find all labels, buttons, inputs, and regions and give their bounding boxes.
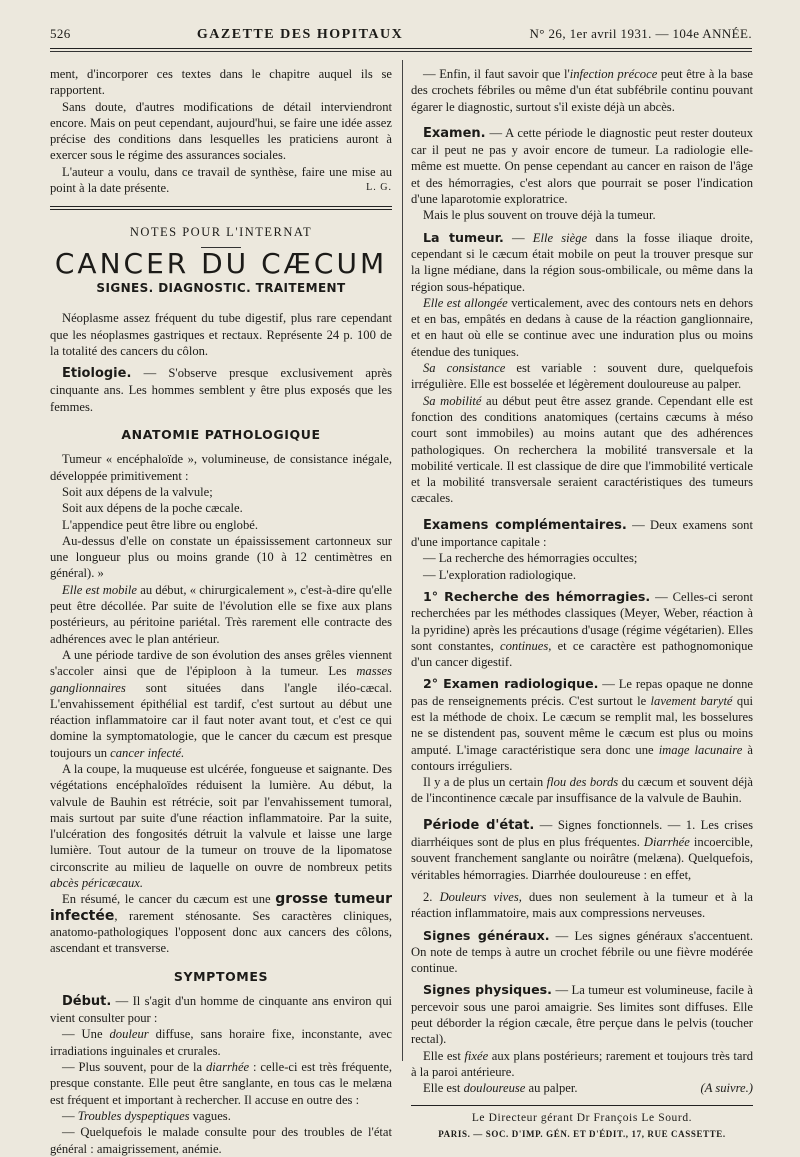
continued-note: (A suivre.) [700,1081,753,1096]
list-item: — Une douleur diffuse, sans horaire fixe, inconstante, avec irradiations inguinales et crurales. [50,1027,392,1058]
paragraph-lead: 2° Examen radiologique. [423,676,599,692]
paragraph: 1° Recherche des hémorragies. — Celles-ci seront recherchées par les méthodes classiques (Meyer, Weber, réaction à la pyridine) après les précautions d'usage (régime végétarien). Elles sont constantes, continues, et ce caractère est pathognomonique d'un cancer digestif. [411,588,753,670]
issue-info: N° 26, 1er avril 1931. — 104e ANNÉE. [529,26,752,41]
list-item: — Quelquefois le malade consulte pour des troubles de l'état général : amaigrissement, anémie. [50,1125,392,1156]
intro-paragraph: Néoplasme assez fréquent du tube digestif, plus rare cependant que les néoplasmes gastriques et rectaux. Représente 24 p. 100 de la totalité des cancers du côlon. [50,311,392,358]
left-column [50,66,392,1157]
paragraph-lead: 1° Recherche des hémorragies. [423,588,651,604]
paragraph: Elle est douloureuse au palper. (A suivre.) [423,1081,753,1096]
list-item: — Troubles dyspeptiques vagues. [62,1108,231,1123]
paragraph-lead: La tumeur. [423,229,504,245]
publisher-credit: Le Directeur gérant Dr François Le Sourd. [471,1111,693,1124]
paragraph: Au-dessus d'elle on constate un épaississement cartonneux sur une longueur plus ou moins grande (10 à 12 centimètres en général). » [50,533,392,581]
list-item: Soit aux dépens de la poche cæcale. [62,501,243,516]
paragraph: Mais le plus souvent on trouve déjà la tumeur. [423,208,656,223]
right-column [411,66,753,1142]
paragraph-lead: Signes généraux. [423,927,550,943]
paragraph: Tumeur « encéphaloïde », volumineuse, de consistance inégale, développée primitivement : [50,452,392,483]
section-heading: ANATOMIE PATHOLOGIQUE [121,427,321,443]
paragraph: Examens complémentaires. — Deux examens sont d'une importance capitale : [411,517,753,550]
paragraph: A une période tardive de son évolution des anses grêles viennent s'accoler ainsi que de l'épiploon à la tumeur. Les masses ganglionnaires sont situées dans l'angle iléo-cæcal. L'envahissement épithélial est tardif, c'est surtout au début une réaction inflammatoire car il faut noter avant tout, et c'est ce qui domine la symptomatologie, que le cancer du cæcum est presque toujours un cancer infecté. [50,647,392,760]
header-rule-thin [50,51,752,52]
article-subtitle: SIGNES. DIAGNOSTIC. TRAITEMENT [96,280,346,295]
paragraph-lead: Signes physiques. [423,982,552,998]
article-kicker: NOTES POUR L'INTERNAT [129,225,313,240]
paragraph: 2. Douleurs vives, dues non seulement à la tumeur et à la réaction inflammatoire, mais aux compressions nerveuses. [411,889,754,921]
section-divider [50,206,392,210]
paragraph: L'appendice peut être libre ou englobé. [62,517,258,532]
paragraph: L'auteur a voulu, dans ce travail de synthèse, faire une mise au point à la date présente. L. G. [50,164,392,196]
page-header [50,26,752,48]
column-divider [402,60,403,1061]
paragraph-lead: Examen. [423,125,486,141]
paragraph: En résumé, le cancer du cæcum est une grosse tumeur infectée, rarement sténosante. Ses caractères cliniques, anatomo-pathologiques l'opposent donc aux cancers des côlons, ascendant et transverse. [50,891,392,956]
paragraph: Elle est allongée verticalement, avec des contours nets en dehors et en bas, empâtés en dedans à cause de la réaction ganglionnaire, et en haut où elle se continue avec une induration plus ou moins étendue des tuniques. [411,295,753,359]
paragraph: Sa consistance est variable : souvent dure, quelquefois irrégulière. Elle est bosselée et légèrement douloureuse au palper. [411,361,753,392]
paragraph: Sa mobilité au début peut être assez grande. Cependant elle est fonction des conditions anatomiques (certains cæcums à méso court sont immobiles) au moins autant que des adhérences pathologiques. On recherchera la mobilité transversale et la mobilité verticale. Il est classique de dire que l'immobilité verticale et la mobilité transversale seraient caractéristiques des tumeurs cæcales. [411,393,753,506]
paragraph-lead: Période d'état. [423,817,535,833]
journal-title: GAZETTE DES HOPITAUX [196,27,404,42]
paragraph: La tumeur. — Elle siège dans la fosse iliaque droite, cependant si le cæcum était mobile on peut la trouver presque sur la ligne médiane, dans la région sous-ombilicale, ou même dans la région sous-hépatique. [411,229,753,294]
footer-rule [411,1105,753,1106]
printer-credit: PARIS. — SOC. D'IMP. GÉN. ET D'ÉDIT., 17, RUE CASSETTE. [438,1128,726,1139]
paragraph: Etiologie. — S'observe presque exclusivement après cinquante ans. Les hommes semblent y être plus exposés que les femmes. [50,366,392,414]
article-title: CANCER DU CÆCUM [54,246,388,280]
paragraph-lead: Examens complémentaires. [423,517,627,533]
paragraph: Signes généraux. — Les signes généraux s'accentuent. On note de temps à autre un crochet fébrile ou une fièvre modérée continue. [411,927,754,976]
paragraph: Sans doute, d'autres modifications de détail interviendront encore. Mais on peut cependant, aujourd'hui, se faire une idée assez précise des conditions dans lesquelles les praticiens auront à exercer sous le régime des assurances sociales. [50,99,392,163]
paragraph: Début. — Il s'agit d'un homme de cinquante ans environ qui vient consulter pour : [50,993,392,1026]
paragraph: Signes physiques. — La tumeur est volumineuse, facile à percevoir sous une paroi amaigrie. Ses limites sont diffuses. Elle peut déborder la région cæcale, être perçue dans le pelvis (toucher rectal). [411,982,753,1047]
list-item: — L'exploration radiologique. [423,567,577,582]
paragraph: Elle est fixée aux plans postérieurs; rarement et toujours très tard à la paroi antérieure. [411,1048,754,1079]
section-heading: SYMPTOMES [173,968,269,984]
paragraph: A la coupe, la muqueuse est ulcérée, fongueuse et saignante. Des végétations encéphaloïdes réduisent la lumière. Au début, la valvule de Bauhin est rétrécie, soit par l'envahissement tumoral, mais surtout par suite d'une réaction inflammatoire. Par la suite, l'ulcération des fongosités détruit la valvule et laisse une large lumière. Tout autour de la tumeur on trouve de la lipomatose circonscrite au milieu de laquelle on ouvre de nombreux petits abcès péricæcaux. [50,761,392,891]
paragraph: — Enfin, il faut savoir que l'infection précoce peut être à la base des crochets fébriles ou même d'un état subfébrile continu pouvant égarer le diagnostic, surtout s'il existe déjà un abcès. [411,67,753,114]
paragraph: ment, d'incorporer ces textes dans le chapitre auquel ils se rapportent. [50,67,392,98]
author-signature: L. G. [366,182,392,194]
paragraph: Il y a de plus un certain flou des bords du cæcum et souvent déjà de l'incontinence cæcale par insuffisance de la valvule de Bauhin. [411,775,753,806]
paragraph-lead: Etiologie. [62,366,132,382]
paragraph: 2° Examen radiologique. — Le repas opaque ne donne pas de renseignements précis. C'est surtout le lavement baryté qui est la méthode de choix. Le cæcum se remplit mal, les bosselures ne se distendent pas, souvent même le cæcum est plus ou moins amputé. L'image caractéristique sera donc une image lacunaire à contours irréguliers. [411,676,754,773]
paragraph-lead: Début. [62,993,112,1009]
page-number: 526 [50,26,71,41]
paragraph: Elle est mobile au début, « chirurgicalement », c'est-à-dire qu'elle peut être décollée. Par suite de l'évolution elle se fixe aux plans postérieurs, au péritoine pariétal. Très rarement elle contracte des adhérences avec le plan antérieur. [50,582,392,646]
list-item: — La recherche des hémorragies occultes; [423,551,638,566]
list-item: — Plus souvent, pour de la diarrhée : celle-ci est très fréquente, presque constante. Elle peut être sanglante, en tous cas le melæna est fréquent et important à rechercher. Il accuse en outre des : [50,1060,392,1107]
list-item: Soit aux dépens de la valvule; [62,484,213,499]
paragraph: Examen. — A cette période le diagnostic peut rester douteux car il peut ne pas y avoir encore de tumeur. La radiologie elle-même est muette. On pense cependant au cancer en raison de l'âge et des hémorragies, c'est alors que pourrait se poser l'indication d'une laparotomie exploratrice. [411,125,753,207]
header-rule [50,48,752,49]
paragraph: Période d'état. — Signes fonctionnels. — 1. Les crises diarrhéiques sont de plus en plus fréquentes. Diarrhée incoercible, souvent franchement sanglante ou noirâtre (melæna). Quelquefois, véritables hémorragies. Diarrhée douloureuse : en effet, [411,817,753,882]
